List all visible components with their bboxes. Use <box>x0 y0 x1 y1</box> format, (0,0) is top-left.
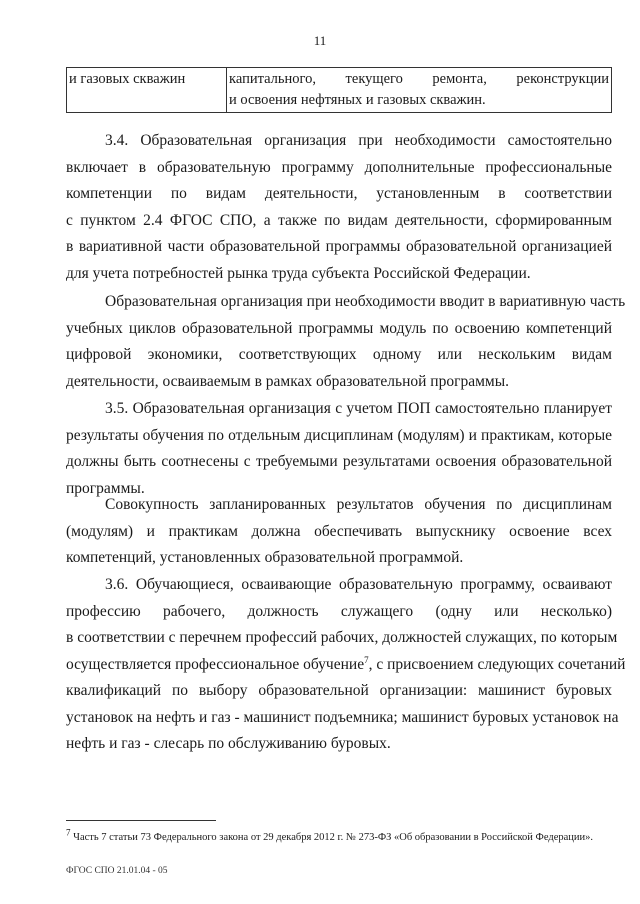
text-line: 3.5. Образовательная организация с учетом ПОП самостоятельно планирует <box>105 400 612 417</box>
footnote-divider <box>66 820 216 821</box>
text-line: 3.6. Обучающиеся, осваивающие образовательную программу, осваивают <box>105 576 612 593</box>
footnote <box>66 827 612 843</box>
paragraph-3-5 <box>66 396 612 502</box>
text-line: результаты обучения по отдельным дисциплинам (модулям) и практикам, которые <box>66 426 612 444</box>
text-fragment: , с присвоением следующих сочетаний <box>368 655 626 673</box>
text-line: Образовательная организация при необходимости вводит в вариативную часть <box>105 293 626 310</box>
text-line: 3.4. Образовательная организация при необходимости самостоятельно <box>105 132 612 149</box>
footnote-reference[interactable]: 7 <box>364 654 369 665</box>
text-line: квалификаций по выбору образовательной организации: машинист буровых <box>66 682 612 699</box>
text-line <box>66 652 626 679</box>
table-row <box>67 68 612 113</box>
paragraph-3-4 <box>66 128 612 287</box>
footnote-text: Часть 7 статьи 73 Федерального закона от 29 декабря 2012 г. № 273-ФЗ «Об образовании в Российской Федерации». <box>73 832 594 843</box>
text-line: с пунктом 2.4 ФГОС СПО, а также по видам деятельности, сформированным <box>66 211 612 229</box>
text-line: профессию рабочего, должность служащего (одну или несколько) <box>66 602 612 620</box>
text-line: установок на нефть и газ - машинист подъемника; машинист буровых установок на <box>66 708 619 726</box>
text-line: нефть и газ - слесарь по обслуживанию буровых. <box>66 735 391 752</box>
page-number: 11 <box>313 33 327 48</box>
table-cell-activity <box>227 68 612 113</box>
text-line: программы. <box>66 479 145 497</box>
table-cell-line: и освоения нефтяных и газовых скважин. <box>229 92 486 108</box>
continued-table <box>66 67 612 113</box>
text-line: цифровой экономики, соответствующих одному или нескольким видам <box>66 346 612 363</box>
text-line: должны быть соотнесены с требуемыми результатами освоения образовательной <box>66 453 612 470</box>
table-cell-profession: и газовых скважин <box>67 68 227 113</box>
text-line: (модулям) и практикам должна обеспечивать выпускнику освоение всех <box>66 522 612 540</box>
footnote-mark: 7 <box>66 827 71 838</box>
paragraph-learning-outcomes <box>66 492 612 572</box>
text-line: для учета потребностей рынка труда субъекта Российской Федерации. <box>66 264 531 282</box>
text-line: в соответствии с перечнем профессий рабочих, должностей служащих, по которым <box>66 629 618 646</box>
document-code: ФГОС СПО 21.01.04 - 05 <box>66 866 168 876</box>
text-line: учебных циклов образовательной программы модуль по освоению компетенций <box>66 319 612 337</box>
table-cell-line: капитального, текущего ремонта, реконструкции <box>229 71 609 87</box>
text-line: деятельности, осваиваемым в рамках образовательной программы. <box>66 372 509 390</box>
text-fragment: осуществляется профессиональное обучение <box>66 655 365 673</box>
text-line: в вариативной части образовательной программы образовательной организацией <box>66 238 612 255</box>
text-line: Совокупность запланированных результатов обучения по дисциплинам <box>105 496 612 513</box>
paragraph-digital-economy <box>66 289 626 395</box>
text-line: компетенций, установленных образовательной программой. <box>66 549 464 566</box>
text-line: включает в образовательную программу дополнительные профессиональные <box>66 158 612 176</box>
text-line: компетенции по видам деятельности, установленным в соответствии <box>66 185 612 202</box>
paragraph-3-6 <box>66 572 626 758</box>
